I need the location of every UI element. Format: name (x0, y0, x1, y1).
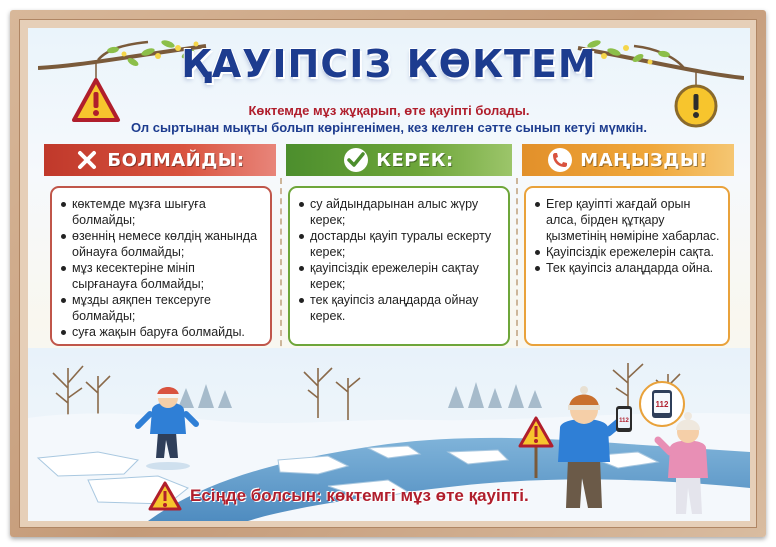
list-item: қауіпсіздік ережелерін сақтау керек; (298, 260, 500, 292)
banner-must-label: КЕРЕК: (376, 149, 454, 171)
phone-icon (548, 148, 572, 172)
list-item: тек қауіпсіз алаңдарда ойнау керек. (298, 292, 500, 324)
list-item: мұзды аяқпен тексеруге болмайды; (60, 292, 262, 324)
list-item: Егер қауіпті жағдай орын алса, бірден құтқару қызметінің нөміріне хабарлас. (534, 196, 720, 244)
warning-icon (148, 481, 182, 511)
list-item: Тек қауіпсіз алаңдарда ойна. (534, 260, 720, 276)
poster-frame (10, 10, 766, 537)
important-list-box (524, 186, 730, 346)
dont-list (60, 196, 262, 340)
must-list-box (288, 186, 510, 346)
list-item: көктемде мұзға шығуға болмайды; (60, 196, 262, 228)
list-item: суға жақын баруға болмайды. (60, 324, 262, 340)
must-list (298, 196, 500, 324)
banner-important-label: МАҢЫЗДЫ! (580, 149, 708, 171)
phone-screen-number: 112 (619, 418, 629, 424)
bubble-number: 112 (655, 400, 669, 409)
footer-text: Есіңде болсын: көктемгі мұз өте қауіпті. (190, 486, 529, 505)
subtitle-line-1: Көктемде мұз жұқарып, өте қауіпті болады. (248, 103, 530, 118)
banner-must (286, 144, 512, 176)
footer-reminder (148, 479, 668, 513)
subtitle-line-2: Ол сыртынан мықты болып көрінгенімен, кез келген сәтте сынып кетуі мүмкін. (130, 120, 648, 135)
important-list (534, 196, 720, 276)
banner-dont-label: БОЛМАЙДЫ: (107, 149, 245, 171)
poster-mat (19, 19, 757, 528)
banner-dont (44, 144, 276, 176)
poster-title: ҚАУІПСІЗ КӨКТЕМ (181, 42, 597, 86)
emergency-phone-bubble (640, 382, 684, 426)
list-item: өзеннің немесе көлдің жанында ойнауға болмайды; (60, 228, 262, 260)
list-item: Қауіпсіздік ережелерін сақта. (534, 244, 720, 260)
list-item: достарды қауіп туралы ескерту керек; (298, 228, 500, 260)
poster (28, 28, 750, 521)
dont-list-box (50, 186, 272, 346)
banner-important (522, 144, 734, 176)
check-icon (344, 148, 368, 172)
list-item: су айдындарынан алыс жүру керек; (298, 196, 500, 228)
cross-icon (75, 148, 99, 172)
list-item: мұз кесектеріне мініп сырғанауға болмайды; (60, 260, 262, 292)
